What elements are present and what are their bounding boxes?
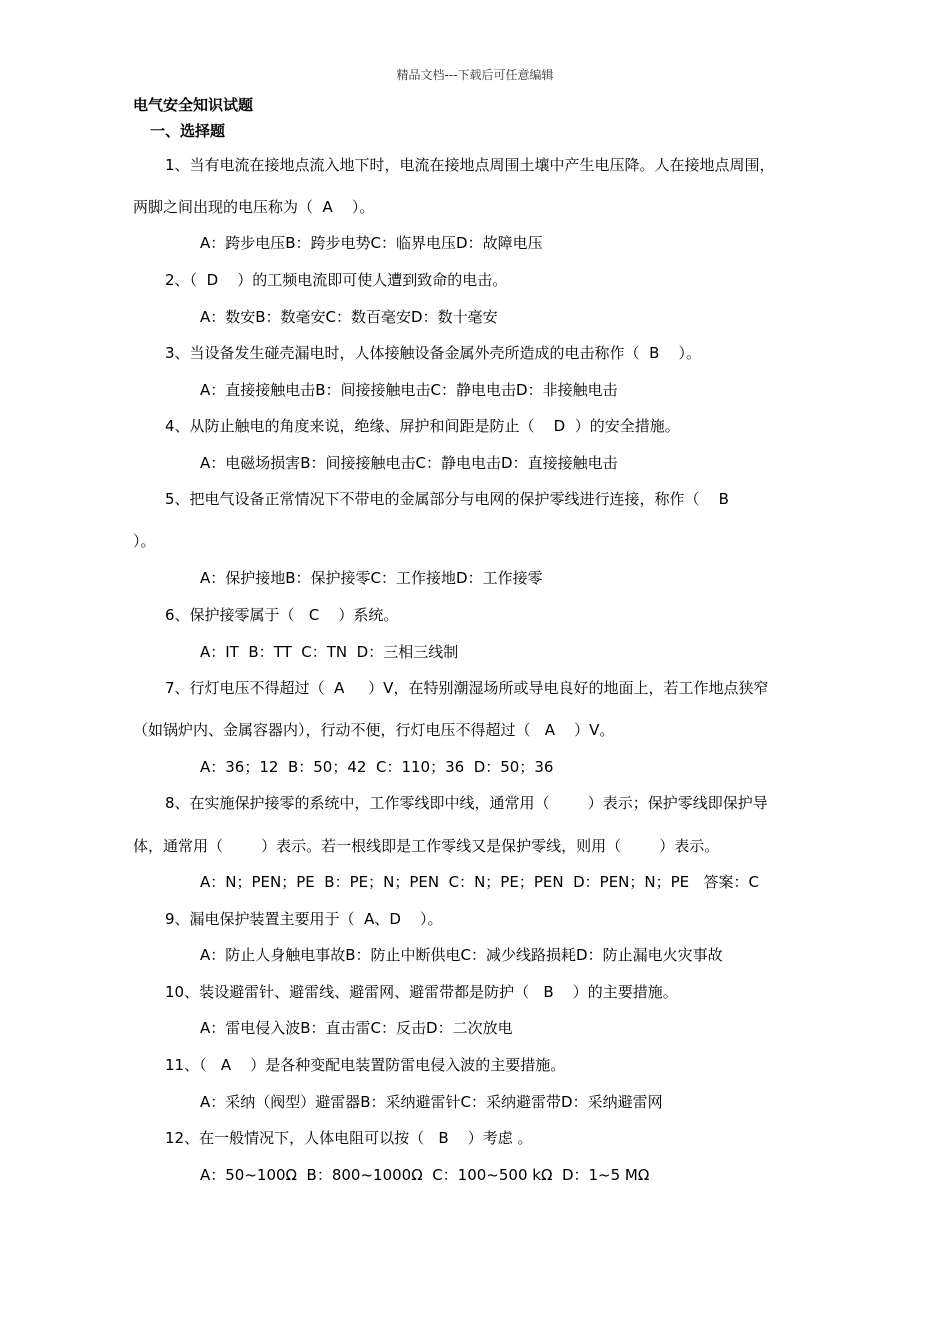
question-2: 2、（ D ）的工频电流即可使人遭到致命的电击。	[165, 271, 508, 289]
document-title: 电气安全知识试题	[133, 96, 254, 114]
question-5-continuation: ）。	[133, 532, 156, 550]
options-11: A：采纳（阀型）避雷器B：采纳避雷针C：采纳避雷带D：采纳避雷网	[200, 1093, 663, 1111]
options-1: A：跨步电压B：跨步电势C：临界电压D：故障电压	[200, 234, 543, 252]
question-8: 8、在实施保护接零的系统中，工作零线即中线，通常用（ ）表示；保护零线即保护导	[165, 794, 768, 812]
question-3: 3、当设备发生碰壳漏电时，人体接触设备金属外壳所造成的电击称作（ B ）。	[165, 344, 701, 362]
options-5: A：保护接地B：保护接零C：工作接地D：工作接零	[200, 569, 543, 587]
question-1: 1、当有电流在接地点流入地下时，电流在接地点周围土壤中产生电压降。人在接地点周围，	[165, 156, 775, 174]
options-10: A：雷电侵入波B：直击雷C：反击D：二次放电	[200, 1019, 513, 1037]
options-2: A：数安B：数毫安C：数百毫安D：数十毫安	[200, 308, 498, 326]
options-3: A：直接接触电击B：间接接触电击C：静电电击D：非接触电击	[200, 381, 618, 399]
options-6: A：IT B：TT C：TN D：三相三线制	[200, 643, 459, 661]
section-heading: 一、选择题	[150, 122, 226, 140]
question-9: 9、漏电保护装置主要用于（ A、D ）。	[165, 910, 443, 928]
question-12: 12、在一般情况下，人体电阻可以按（ B ）考虑 。	[165, 1129, 533, 1147]
question-5: 5、把电气设备正常情况下不带电的金属部分与电网的保护零线进行连接，称作（ B	[165, 490, 729, 508]
question-1-continuation: 两脚之间出现的电压称为（ A ）。	[133, 198, 375, 216]
question-8-continuation: 体，通常用（ ）表示。若一根线即是工作零线又是保护零线，则用（ ）表示。	[133, 837, 720, 855]
question-7-continuation: （如锅炉内、金属容器内），行动不便，行灯电压不得超过（ A ）V。	[133, 721, 615, 739]
options-8: A：N；PEN；PE B：PE；N；PEN C：N；PE；PEN D：PEN；N；PE 答案：C	[200, 873, 759, 891]
question-11: 11、（ A ）是各种变配电装置防雷电侵入波的主要措施。	[165, 1056, 566, 1074]
question-10: 10、装设避雷针、避雷线、避雷网、避雷带都是防护（ B ）的主要措施。	[165, 983, 678, 1001]
page-header: 精品文档---下载后可任意编辑	[396, 68, 554, 82]
question-6: 6、保护接零属于（ C ）系统。	[165, 606, 399, 624]
question-7: 7、行灯电压不得超过（ A ）V，在特别潮湿场所或导电良好的地面上，若工作地点狭窄	[165, 679, 769, 697]
options-7: A：36；12 B：50；42 C：110；36 D：50；36	[200, 758, 554, 776]
options-4: A：电磁场损害B：间接接触电击C：静电电击D：直接接触电击	[200, 454, 618, 472]
options-9: A：防止人身触电事故B：防止中断供电C：减少线路损耗D：防止漏电火灾事故	[200, 946, 723, 964]
options-12: A：50~100Ω B：800~1000Ω C：100~500 kΩ D：1~5 MΩ	[200, 1166, 650, 1184]
question-4: 4、从防止触电的角度来说，绝缘、屏护和间距是防止（ D ）的安全措施。	[165, 417, 680, 435]
